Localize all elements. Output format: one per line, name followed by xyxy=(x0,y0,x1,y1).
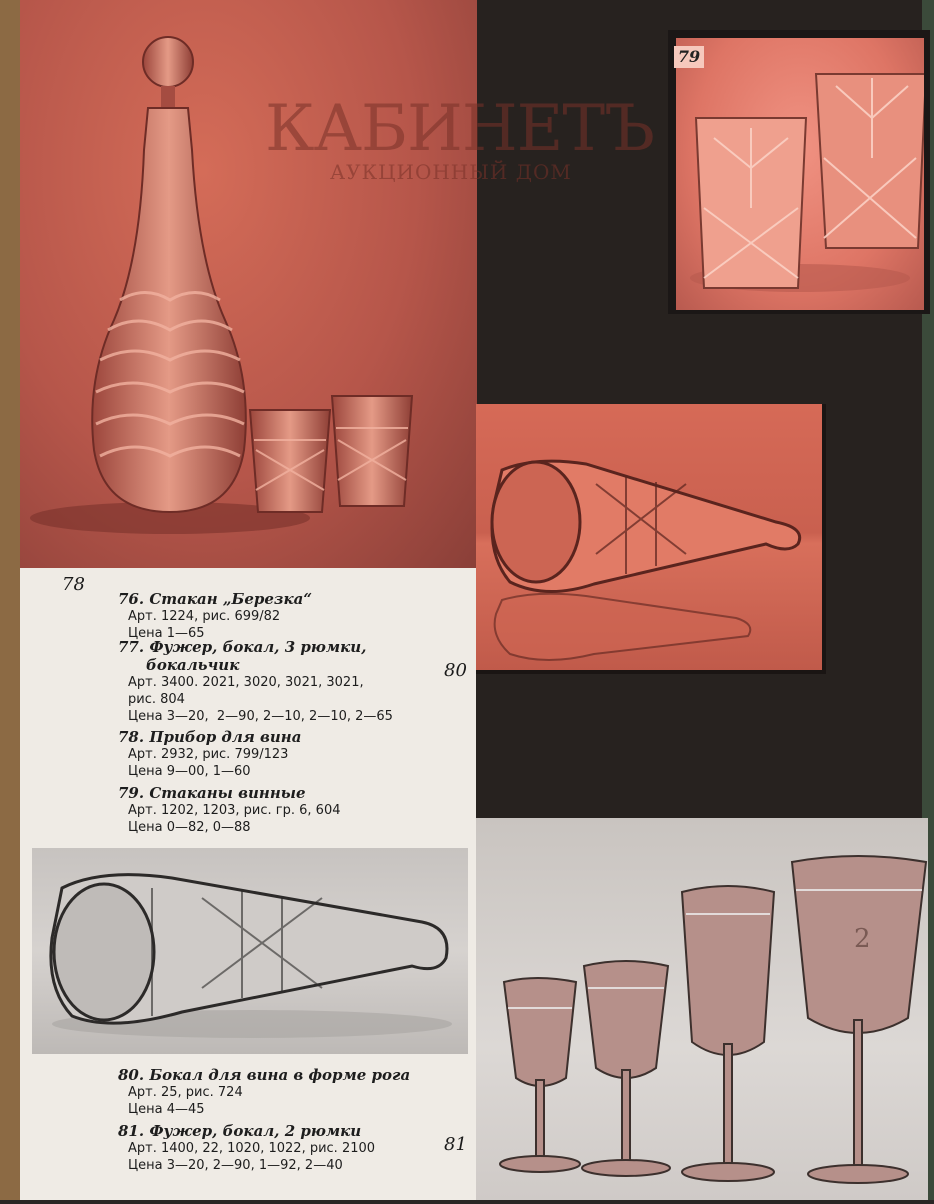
item-article: Арт. 1224, рис. 699/82 xyxy=(128,609,281,624)
item-article: Арт. 3400. 2021, 3020, 3021, 3021, xyxy=(128,675,364,690)
page-binding-strip xyxy=(0,0,20,1200)
catalog-item-79 xyxy=(118,784,341,836)
item-title: 77. Фужер, бокал, 3 рюмки, xyxy=(118,638,367,656)
item-figure: рис. 804 xyxy=(128,692,185,707)
photo-80-frame xyxy=(476,404,826,674)
photo-decanter-set xyxy=(20,0,477,568)
item-title-continued: бокальчик xyxy=(146,656,240,674)
item-price: Цена 3—20, 2—90, 2—10, 2—10, 2—65 xyxy=(128,709,393,724)
catalog-item-78 xyxy=(118,728,301,780)
item-price: Цена 1—65 xyxy=(128,626,205,641)
photo-stemware-set xyxy=(476,818,928,1200)
item-price: Цена 3—20, 2—90, 1—92, 2—40 xyxy=(128,1158,343,1173)
item-article: Арт. 1202, 1203, рис. гр. 6, 604 xyxy=(128,803,341,818)
catalog-item-80 xyxy=(118,1066,410,1118)
catalog-item-76 xyxy=(118,590,312,642)
figure-number-78: 78 xyxy=(62,574,85,595)
photo-tumblers xyxy=(676,38,924,310)
figure-number-80: 80 xyxy=(444,660,467,681)
figure-number-79: 79 xyxy=(674,46,704,68)
catalog-item-77 xyxy=(118,638,393,725)
item-title: 76. Стакан „Березка“ xyxy=(118,590,312,608)
catalog-item-81 xyxy=(118,1122,375,1174)
item-article: Арт. 2932, рис. 799/123 xyxy=(128,747,289,762)
item-title: 81. Фужер, бокал, 2 рюмки xyxy=(118,1122,362,1140)
watermark-title: КАБИНЕТЪ xyxy=(265,92,654,166)
tumblers-illustration xyxy=(676,38,924,310)
item-price: Цена 0—82, 0—88 xyxy=(128,820,251,835)
item-title: 80. Бокал для вина в форме рога xyxy=(118,1066,411,1084)
horn-glass-bw-illustration xyxy=(32,848,468,1054)
photo-horn-glass-bw xyxy=(32,848,468,1054)
glass-number-label: 2 xyxy=(854,924,871,954)
stemware-illustration xyxy=(476,818,928,1200)
item-article: Арт. 1400, 22, 1020, 1022, рис. 2100 xyxy=(128,1141,376,1156)
decanter-illustration xyxy=(20,0,477,568)
watermark-subtitle: АУКЦИОННЫЙ ДОМ xyxy=(330,160,572,184)
item-price: Цена 4—45 xyxy=(128,1102,205,1117)
item-price: Цена 9—00, 1—60 xyxy=(128,764,251,779)
item-title: 78. Прибор для вина xyxy=(118,728,302,746)
item-title: 79. Стаканы винные xyxy=(118,784,306,802)
item-article: Арт. 25, рис. 724 xyxy=(128,1085,243,1100)
figure-number-81: 81 xyxy=(444,1134,467,1155)
